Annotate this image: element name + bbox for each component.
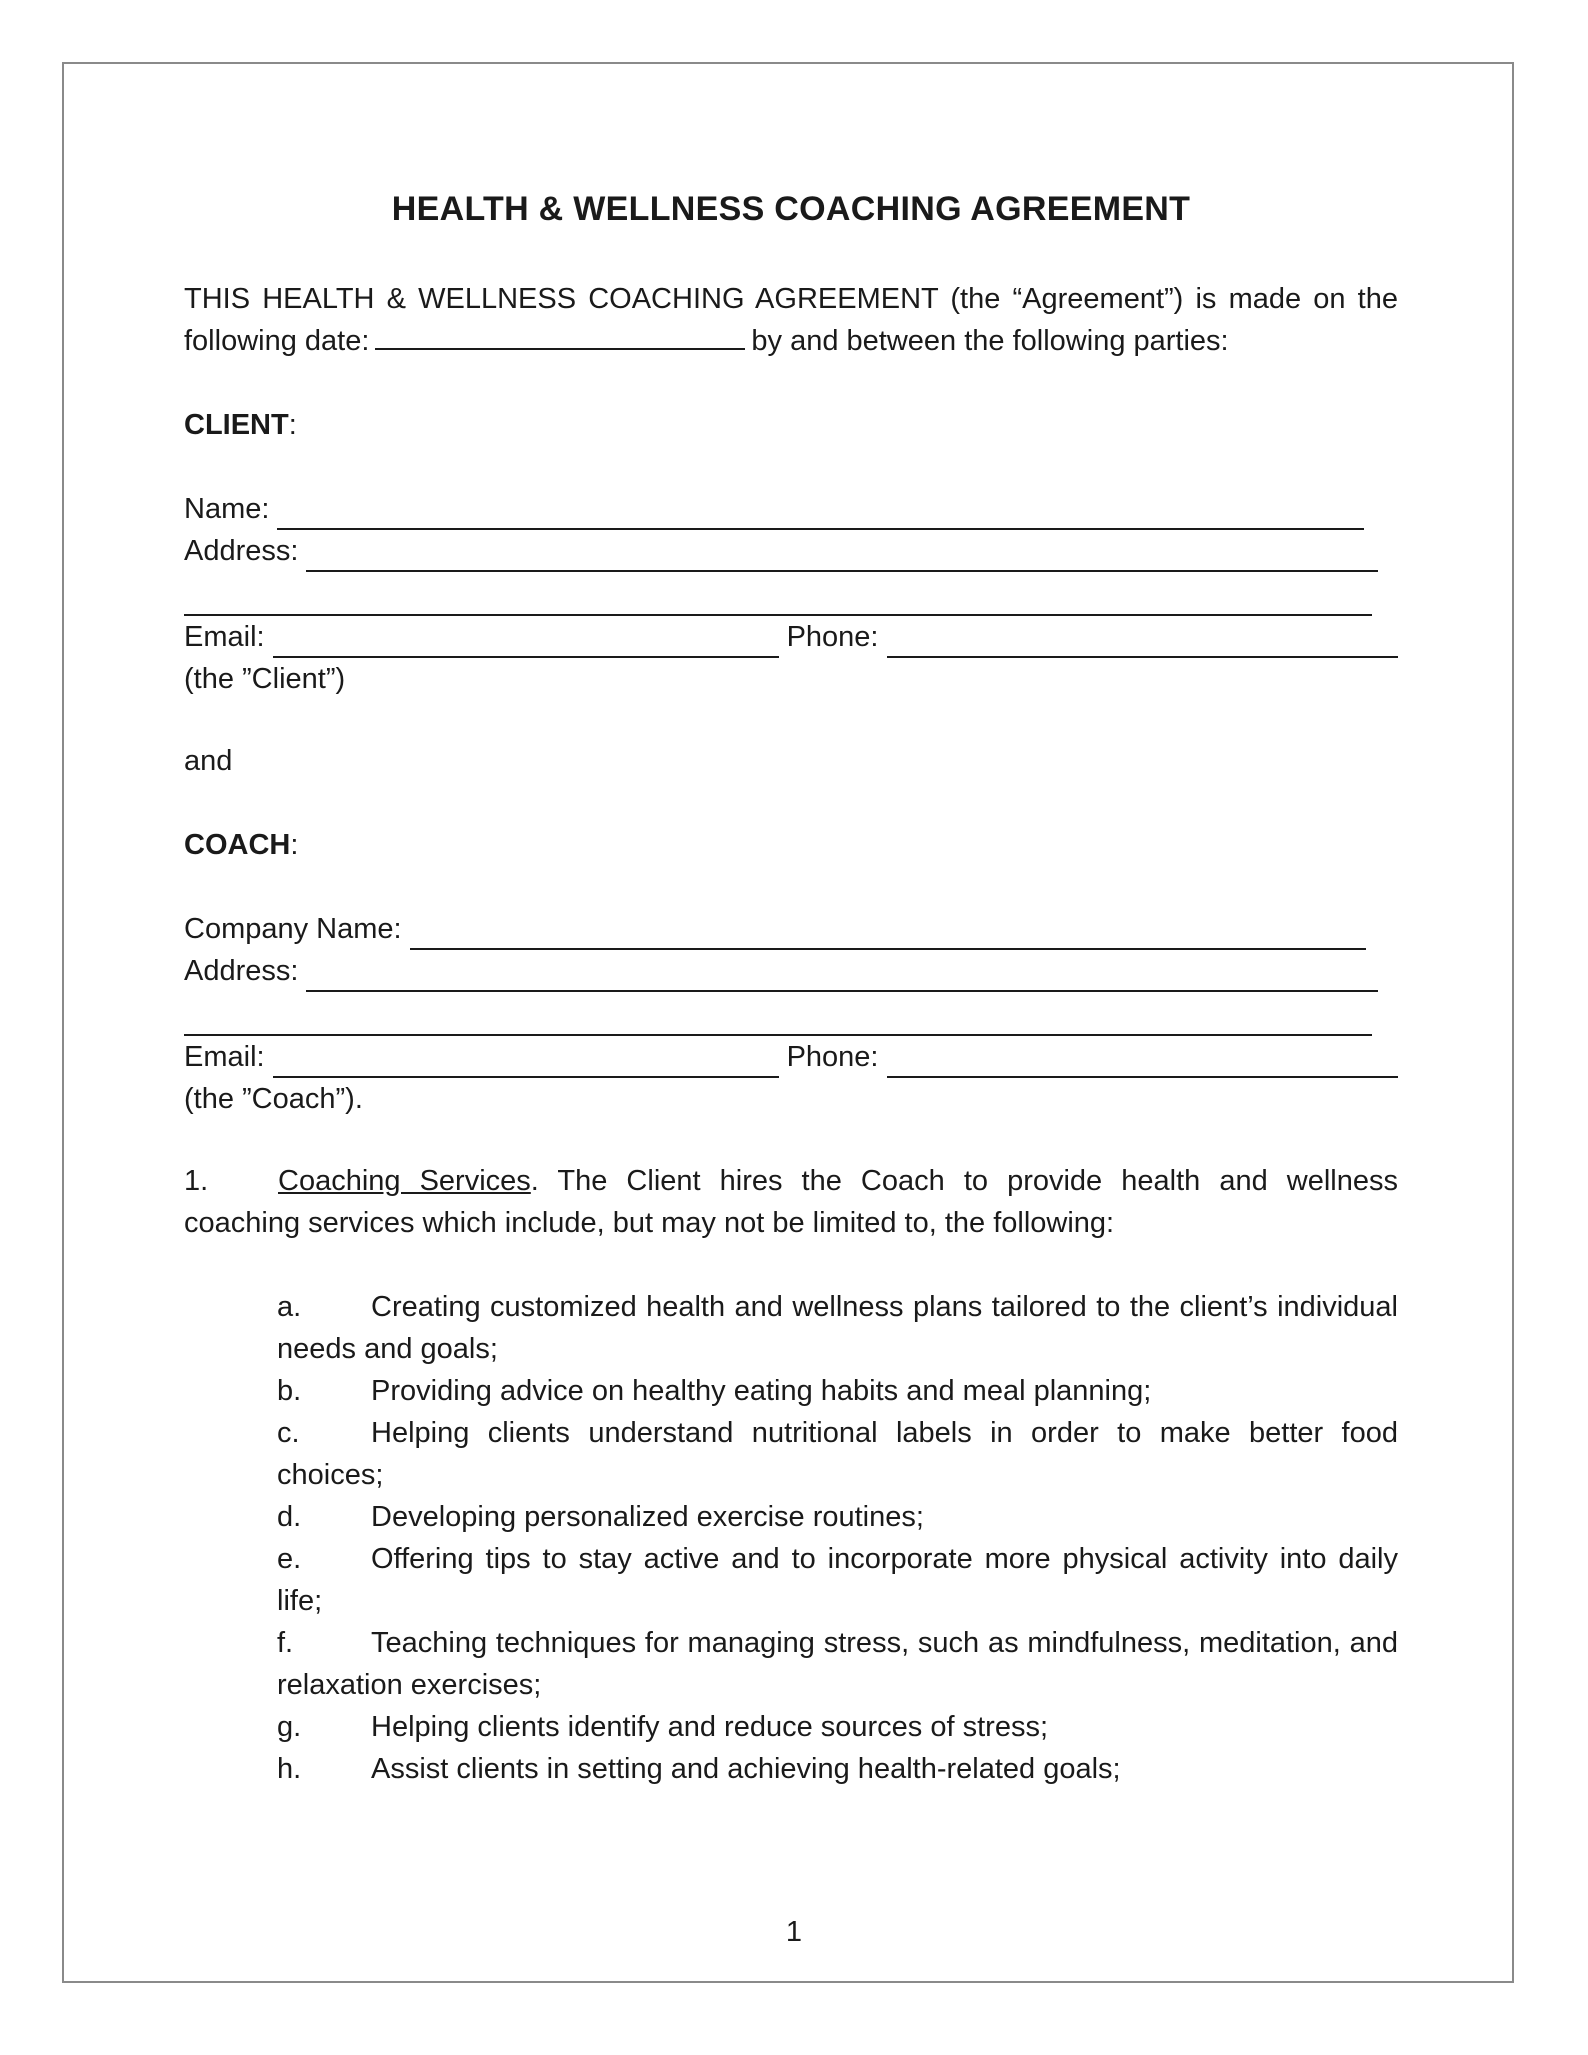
intro-text-start: THIS HEALTH & WELLNESS COACHING AGREEMENT (the “Agreement”) is made on the following date: (184, 283, 1398, 357)
date-blank-field[interactable] (375, 320, 745, 350)
client-heading: CLIENT: (184, 409, 297, 441)
and-text: and (184, 745, 233, 777)
client-phone-label: Phone: (786, 621, 879, 653)
section-1-heading: Coaching Services (278, 1165, 531, 1197)
client-name-label: Name: (184, 493, 270, 525)
coach-address-field[interactable] (306, 964, 1378, 992)
coach-address-line2-field[interactable] (184, 1006, 1372, 1036)
client-section (184, 404, 1398, 446)
section-1-number: 1. (184, 1165, 209, 1197)
section-1-paragraph (184, 1160, 1398, 1244)
coach-address-label: Address: (184, 955, 299, 987)
coach-email-label: Email: (184, 1041, 265, 1073)
client-name-field[interactable] (277, 502, 1364, 530)
list-item: f. Teaching techniques for managing stress, such as mindfulness, meditation, and relaxation exercises; (277, 1627, 1398, 1701)
document-title: HEALTH & WELLNESS COACHING AGREEMENT (391, 190, 1191, 228)
coach-designation: (the ”Coach”). (184, 1083, 363, 1115)
client-address-label: Address: (184, 535, 299, 567)
coach-section (184, 824, 1398, 866)
intro-text-end: by and between the following parties: (751, 325, 1229, 357)
client-designation: (the ”Client”) (184, 663, 346, 695)
client-phone-field[interactable] (887, 630, 1399, 658)
list-item: g. Helping clients identify and reduce sources of stress; (277, 1711, 1049, 1743)
client-email-field[interactable] (273, 630, 779, 658)
intro-paragraph (184, 278, 1398, 362)
page-number: 1 (785, 1916, 803, 1948)
client-address-line2-field[interactable] (184, 586, 1372, 616)
client-fields (184, 488, 1398, 700)
coach-phone-label: Phone: (786, 1041, 879, 1073)
list-item: b. Providing advice on healthy eating habits and meal planning; (277, 1375, 1152, 1407)
coach-company-label: Company Name: (184, 913, 402, 945)
coach-phone-field[interactable] (887, 1050, 1399, 1078)
coach-email-field[interactable] (273, 1050, 779, 1078)
coach-heading: COACH: (184, 829, 299, 861)
services-list (277, 1286, 1398, 1790)
client-email-label: Email: (184, 621, 265, 653)
list-item: d. Developing personalized exercise routines; (277, 1501, 924, 1533)
coach-fields (184, 908, 1398, 1120)
client-address-field[interactable] (306, 544, 1378, 572)
list-item: c. Helping clients understand nutritional labels in order to make better food choices; (277, 1417, 1398, 1491)
section-1-text: . The Client hires the Coach to provide health and wellness coaching services which include, but may not be limited to, the following: (184, 1165, 1398, 1239)
list-item: h. Assist clients in setting and achieving health-related goals; (277, 1753, 1121, 1785)
coach-company-field[interactable] (410, 922, 1366, 950)
list-item: e. Offering tips to stay active and to incorporate more physical activity into daily life; (277, 1543, 1398, 1617)
list-item: a. Creating customized health and wellness plans tailored to the client’s individual needs and goals; (277, 1291, 1398, 1365)
